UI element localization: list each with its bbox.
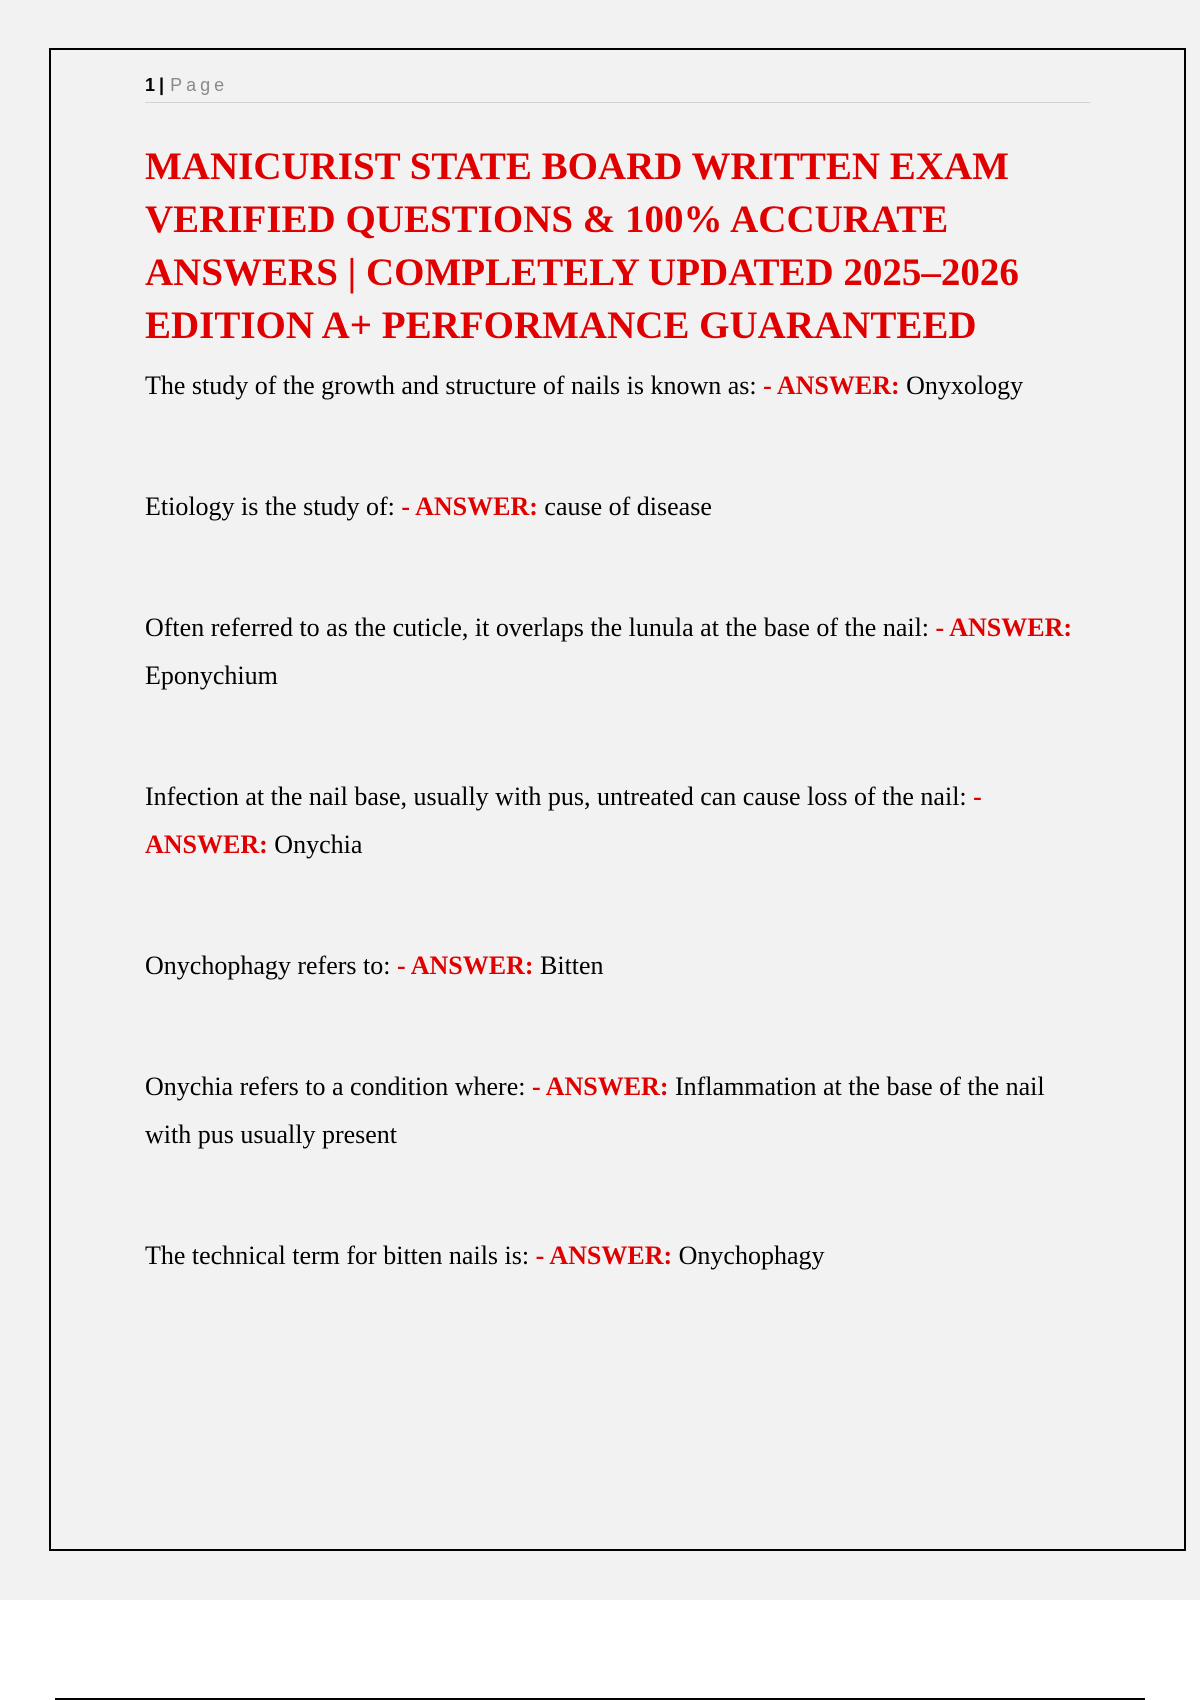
answer-label: - ANSWER: <box>396 951 534 980</box>
qa-item <box>145 362 1090 410</box>
question-text: Etiology is the study of: <box>145 492 395 521</box>
qa-item <box>145 604 1090 700</box>
qa-item <box>145 483 1090 531</box>
answer-label: - ANSWER: <box>401 492 538 521</box>
qa-item <box>145 942 1090 990</box>
answer-text: Inflammation at the base of the nail with pus usually present <box>145 1072 1045 1149</box>
page-header-separator: | <box>159 75 165 95</box>
qa-item <box>145 773 1090 869</box>
answer-text: cause of disease <box>544 492 712 521</box>
answer-text: Onyxology <box>906 371 1024 400</box>
answer-label: - ANSWER: <box>145 782 982 859</box>
question-text: Onychia refers to a condition where: <box>145 1072 526 1101</box>
answer-text: Onychia <box>274 830 363 859</box>
question-text: The study of the growth and structure of nails is known as: <box>145 371 757 400</box>
answer-label: - ANSWER: <box>935 613 1073 642</box>
page-number: 1 <box>145 75 156 95</box>
answer-text: Eponychium <box>145 661 278 690</box>
question-text: Often referred to as the cuticle, it overlaps the lunula at the base of the nail: <box>145 613 930 642</box>
answer-text: Bitten <box>540 951 604 980</box>
question-text: Infection at the nail base, usually with pus, untreated can cause loss of the nail: <box>145 782 967 811</box>
page-header <box>145 70 1090 103</box>
question-text: Onychophagy refers to: <box>145 951 391 980</box>
answer-text: Onychophagy <box>678 1241 825 1270</box>
qa-item <box>145 1063 1090 1159</box>
answer-label: - ANSWER: <box>535 1241 673 1270</box>
qa-list <box>145 362 1090 1353</box>
page-label: Page <box>170 75 229 95</box>
question-text: The technical term for bitten nails is: <box>145 1241 530 1270</box>
qa-item <box>145 1232 1090 1280</box>
document-title: MANICURIST STATE BOARD WRITTEN EXAM VERIFIED QUESTIONS & 100% ACCURATE ANSWERS | COMPLETELY UPDATED 2025–2026 EDITION A+ PERFORMANCE GUARANTEED <box>145 145 1019 347</box>
answer-label: - ANSWER: <box>531 1072 669 1101</box>
answer-label: - ANSWER: <box>763 371 900 400</box>
